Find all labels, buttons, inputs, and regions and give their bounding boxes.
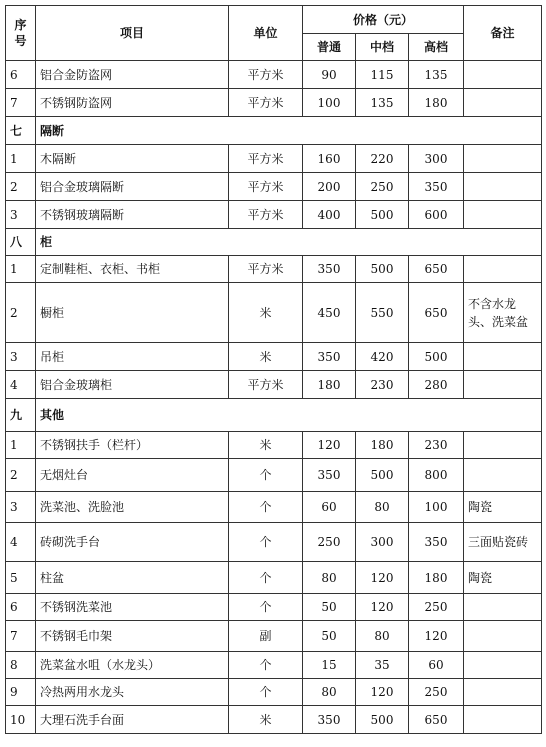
row-price-standard: 350 [303,343,356,371]
row-seq: 1 [6,145,36,173]
row-seq: 1 [6,432,36,459]
row-item: 无烟灶台 [36,459,229,492]
row-unit: 平方米 [229,256,303,283]
row-price-mid: 500 [356,706,409,734]
row-price-standard: 450 [303,283,356,343]
row-unit: 平方米 [229,145,303,173]
row-price-high: 300 [409,145,464,173]
row-unit: 米 [229,432,303,459]
row-price-mid: 300 [356,523,409,562]
row-price-mid: 180 [356,432,409,459]
section-number: 九 [6,399,36,432]
row-price-high: 600 [409,201,464,229]
row-seq: 10 [6,706,36,734]
row-price-high: 800 [409,459,464,492]
row-unit: 平方米 [229,61,303,89]
row-price-mid: 230 [356,371,409,399]
row-price-mid: 115 [356,61,409,89]
row-unit: 平方米 [229,371,303,399]
row-price-standard: 80 [303,562,356,594]
row-unit: 个 [229,594,303,621]
header-price: 价格（元） [303,6,464,34]
row-price-standard: 180 [303,371,356,399]
row-price-high: 180 [409,89,464,117]
row-remark: 陶瓷 [464,492,542,523]
row-price-high: 100 [409,492,464,523]
table-row [6,459,542,492]
row-unit: 米 [229,343,303,371]
row-price-high: 135 [409,61,464,89]
table-row [6,201,542,229]
table-row [6,562,542,594]
row-price-mid: 420 [356,343,409,371]
row-price-standard: 80 [303,679,356,706]
row-item: 铝合金防盗网 [36,61,229,89]
row-remark: 三面贴瓷砖 [464,523,542,562]
row-remark [464,173,542,201]
table-row [6,523,542,562]
row-item: 洗菜盆水咀（水龙头） [36,652,229,679]
row-remark [464,459,542,492]
row-price-standard: 50 [303,594,356,621]
row-seq: 2 [6,173,36,201]
table-row [6,652,542,679]
row-seq: 3 [6,201,36,229]
table-row [6,173,542,201]
section-row [6,117,542,145]
row-price-mid: 500 [356,256,409,283]
row-remark [464,145,542,173]
row-seq: 2 [6,459,36,492]
row-unit: 个 [229,652,303,679]
price-table [5,5,542,734]
row-unit: 平方米 [229,89,303,117]
row-remark [464,371,542,399]
row-price-mid: 120 [356,562,409,594]
row-item: 不锈钢防盗网 [36,89,229,117]
row-unit: 副 [229,621,303,652]
table-row [6,621,542,652]
row-seq: 1 [6,256,36,283]
header-unit: 单位 [229,6,303,61]
table-row [6,679,542,706]
row-item: 柱盆 [36,562,229,594]
table-body [6,61,542,734]
row-unit: 个 [229,523,303,562]
table-row [6,283,542,343]
row-price-mid: 80 [356,492,409,523]
row-item: 大理石洗手台面 [36,706,229,734]
row-price-high: 650 [409,706,464,734]
row-seq: 3 [6,492,36,523]
row-unit: 米 [229,706,303,734]
table-row [6,343,542,371]
header-high: 高档 [409,34,464,61]
row-seq: 5 [6,562,36,594]
row-item: 洗菜池、洗脸池 [36,492,229,523]
row-price-high: 350 [409,523,464,562]
row-seq: 7 [6,621,36,652]
row-item: 砖砌洗手台 [36,523,229,562]
row-price-mid: 35 [356,652,409,679]
row-price-high: 180 [409,562,464,594]
row-remark [464,61,542,89]
row-price-high: 250 [409,679,464,706]
section-title: 其他 [36,399,542,432]
section-row [6,229,542,256]
row-seq: 6 [6,594,36,621]
row-price-standard: 160 [303,145,356,173]
row-item: 橱柜 [36,283,229,343]
section-title: 柜 [36,229,542,256]
row-unit: 个 [229,562,303,594]
row-price-mid: 500 [356,459,409,492]
row-price-standard: 15 [303,652,356,679]
row-remark [464,256,542,283]
row-remark [464,679,542,706]
table-row [6,145,542,173]
row-item: 冷热两用水龙头 [36,679,229,706]
table-row [6,256,542,283]
row-remark: 陶瓷 [464,562,542,594]
row-price-mid: 250 [356,173,409,201]
row-price-mid: 550 [356,283,409,343]
section-row [6,399,542,432]
row-seq: 3 [6,343,36,371]
header-seq: 序号 [6,6,36,61]
row-price-high: 350 [409,173,464,201]
row-item: 吊柜 [36,343,229,371]
row-item: 不锈钢玻璃隔断 [36,201,229,229]
row-unit: 平方米 [229,173,303,201]
row-remark: 不含水龙头、洗菜盆 [464,283,542,343]
header-item: 项目 [36,6,229,61]
row-remark [464,706,542,734]
row-remark [464,343,542,371]
row-unit: 个 [229,679,303,706]
section-number: 七 [6,117,36,145]
row-price-mid: 135 [356,89,409,117]
row-item: 定制鞋柜、衣柜、书柜 [36,256,229,283]
row-item: 不锈钢洗菜池 [36,594,229,621]
table-row [6,371,542,399]
row-price-standard: 50 [303,621,356,652]
row-seq: 7 [6,89,36,117]
table-row [6,432,542,459]
section-title: 隔断 [36,117,542,145]
table-row [6,89,542,117]
section-number: 八 [6,229,36,256]
row-price-high: 650 [409,283,464,343]
table-row [6,594,542,621]
row-price-high: 230 [409,432,464,459]
row-unit: 米 [229,283,303,343]
row-price-mid: 500 [356,201,409,229]
row-remark [464,594,542,621]
table-row [6,61,542,89]
row-price-mid: 120 [356,594,409,621]
row-price-standard: 60 [303,492,356,523]
row-remark [464,89,542,117]
row-item: 铝合金玻璃柜 [36,371,229,399]
row-seq: 2 [6,283,36,343]
row-item: 不锈钢毛巾架 [36,621,229,652]
row-item: 不锈钢扶手（栏杆） [36,432,229,459]
row-price-standard: 200 [303,173,356,201]
row-price-standard: 250 [303,523,356,562]
row-price-high: 500 [409,343,464,371]
table-row [6,492,542,523]
row-price-standard: 90 [303,61,356,89]
row-remark [464,652,542,679]
row-unit: 平方米 [229,201,303,229]
row-price-high: 250 [409,594,464,621]
row-price-standard: 350 [303,256,356,283]
row-remark [464,201,542,229]
row-seq: 6 [6,61,36,89]
row-price-high: 120 [409,621,464,652]
row-price-high: 650 [409,256,464,283]
row-price-standard: 120 [303,432,356,459]
row-price-mid: 220 [356,145,409,173]
row-price-standard: 350 [303,706,356,734]
header-remark: 备注 [464,6,542,61]
row-seq: 9 [6,679,36,706]
row-price-mid: 80 [356,621,409,652]
row-price-standard: 350 [303,459,356,492]
row-price-mid: 120 [356,679,409,706]
row-unit: 个 [229,492,303,523]
row-seq: 4 [6,371,36,399]
row-price-high: 280 [409,371,464,399]
header-standard: 普通 [303,34,356,61]
row-seq: 8 [6,652,36,679]
row-price-high: 60 [409,652,464,679]
row-unit: 个 [229,459,303,492]
row-remark [464,432,542,459]
row-seq: 4 [6,523,36,562]
table-row [6,706,542,734]
header-mid: 中档 [356,34,409,61]
row-item: 铝合金玻璃隔断 [36,173,229,201]
row-price-standard: 400 [303,201,356,229]
row-item: 木隔断 [36,145,229,173]
row-remark [464,621,542,652]
row-price-standard: 100 [303,89,356,117]
